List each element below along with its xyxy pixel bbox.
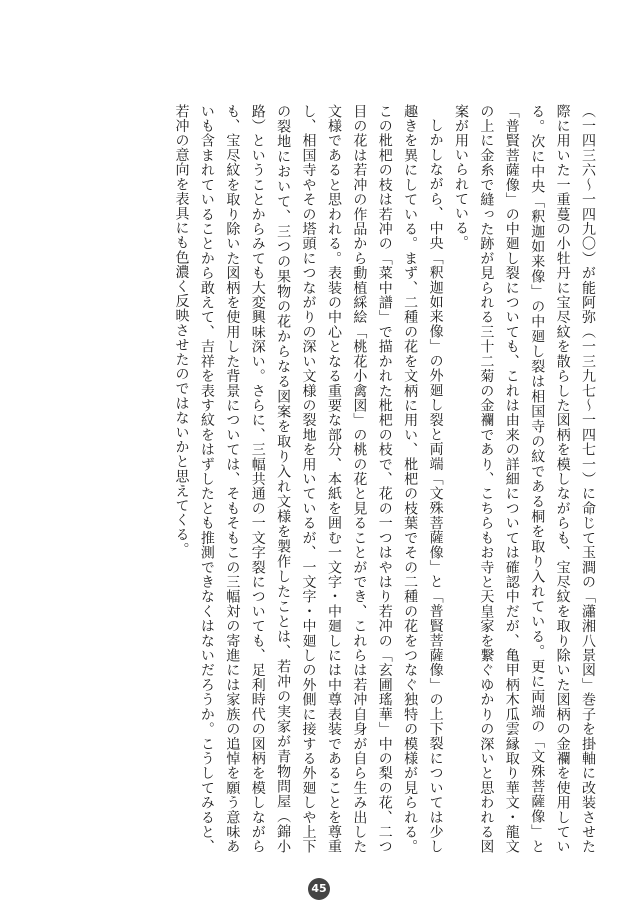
- body-text: [40, 104, 600, 854]
- paragraph: しかしながら、中央「釈迦如来像」の外廻し裂と両端「文殊菩薩像」と「普賢菩薩像」の上下裂については少し趣きを異にしている。まず、二種の花を文柄に用い、枇杷の枝葉でその二種の花をつなぐ独特の模様が見られる。この枇杷の枝は若冲の「菜中譜」で描かれた枇杷の枝で、花の一つはやはり若冲の「玄圃瑤華」中の梨の花、二つ目の花は若冲の作品から動植綵絵「桃花小禽図」の桃の花と見ることができ、これらは若冲自身が自ら生み出した文様であると思われる。表装の中心となる重要な部分、本紙を囲む一文字・中廻しには中尊表装であることを尊重し、相国寺やその塔頭につながりの深い文様の裂地を用いているが、一文字・中廻しの外側に接する外廻しや上下の裂地において、三つの果物の花からなる図案を取り入れ文様を製作したことは、若冲の実家が青物問屋（錦小路）ということからみても大変興味深い。さらに、三幅共通の一文字裂についても、足利時代の図柄を模しながらも、宝尽紋を取り除いた図柄を使用した背景については、そもそもこの三幅対の寄進には家族の追悼を願う意味あいも含まれていることから敢えて、吉祥を表す紋をはずしたとも推測できなくはないだろうか。こうしてみると、若冲の意向を表具にも色濃く反映させたのではないかと思えてくる。: [173, 104, 444, 854]
- page-number: 45: [308, 878, 330, 900]
- paragraph: （一四三六～一四九〇）が能阿弥（一三九七～一四七一）に命じて玉澗の「瀟湘八景図」巻子を掛軸に改装させた際に用いた一重蔓の小牡丹に宝尽紋を散らした図柄を模しながらも、宝尽紋を取り除いた図柄の金襴を使用している。次に中央「釈迦如来像」の中廻し裂は相国寺の紋である桐を取り入れている。更に両端の「文殊菩薩像」と「普賢菩薩像」の中廻し裂についても、これは由来の詳細については確認中だが、亀甲柄木瓜雲縁取り華文・龍文の上に金糸で縫った跡が見られる三十二菊の金襴であり、こちらもお寺と天皇家を繋ぐゆかりの深いと思われる図案が用いられている。: [452, 104, 596, 854]
